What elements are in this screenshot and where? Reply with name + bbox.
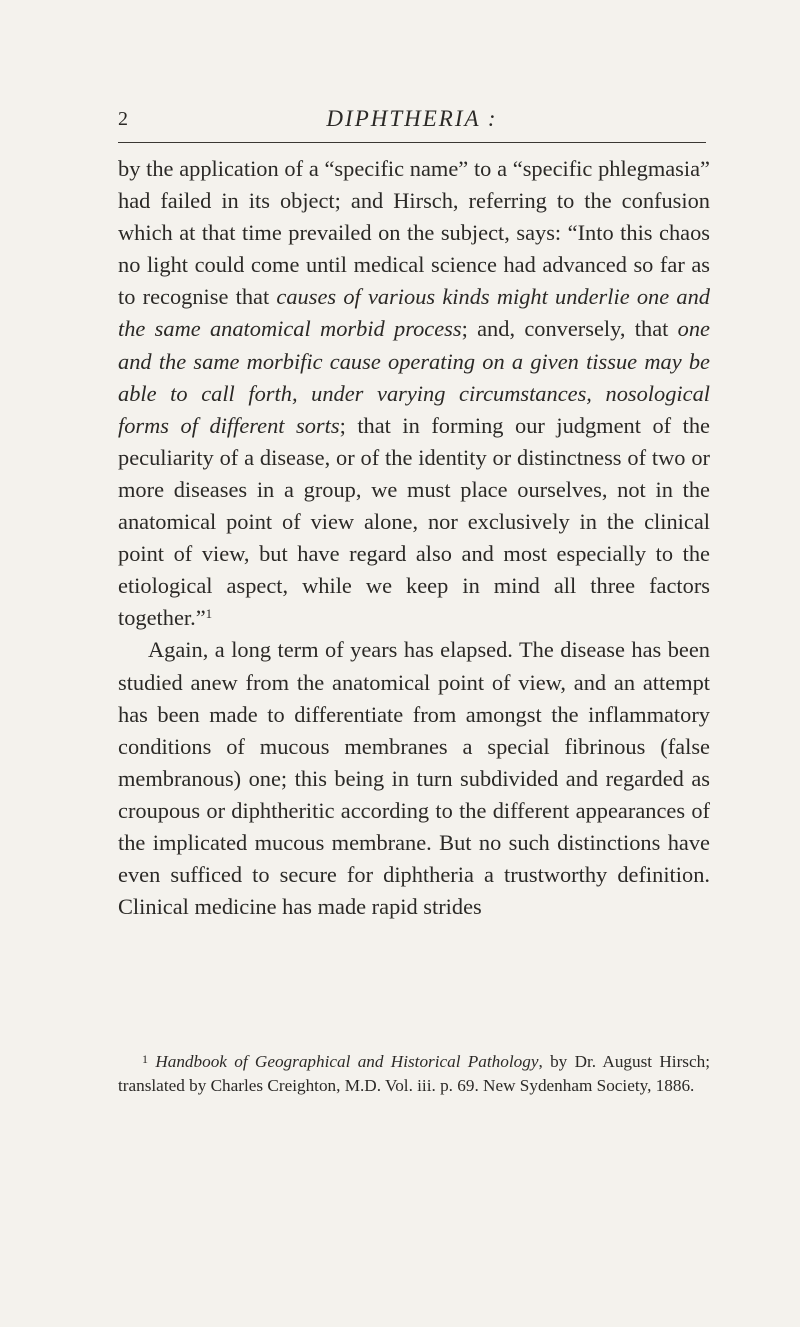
page-number: 2 <box>118 108 128 130</box>
running-head: DIPHTHERIA : <box>326 106 498 131</box>
footnote-reference: 1 <box>205 606 213 622</box>
italic-quote: causes of various kinds might underlie one and the same anatomical morbid process <box>118 284 710 342</box>
footnote-text <box>118 1050 710 1098</box>
footnote-marker: 1 <box>142 1052 148 1066</box>
body-text <box>118 153 710 923</box>
footnote-citation: , by Dr. August Hirsch; translated by Charles Creighton, M.D. Vol. iii. p. 69. New Sydenham Society, 1886. <box>118 1052 710 1095</box>
text-span: by the application of a “specific name” to a “specific phlegmasia” had failed in its object; and Hirsch, referring to the confusion which at that time prevailed on the subject, says: “Into this chaos no light could come until medical science had advanced so far as to recognise that <box>118 156 710 310</box>
footnote <box>118 1050 710 1098</box>
paragraph: Again, a long term of years has elapsed. The disease has been studied anew from the anatomical point of view, and an attempt has been made to differentiate from amongst the inflammatory conditions of mucous membranes a special fibrinous (false membranous) one; this being in turn subdivided and regarded as croupous or diphtheritic according to the different appearances of the implicated mucous membrane. But no such distinctions have even sufficed to secure for diphtheria a trustworthy definition. Clinical medicine has made rapid strides <box>118 637 710 920</box>
page-header <box>118 92 706 132</box>
footnote-title: Handbook of Geographical and Historical Pathology <box>155 1052 539 1071</box>
text-span: ; that in forming our judgment of the peculiarity of a disease, or of the identity or distinctness of two or more diseases in a group, we must place ourselves, not in the anatomical point of view alone, nor exclusively in the clinical point of view, but have regard also and most especially to the etiological aspect, while we keep in mind all three factors together.” <box>118 412 710 631</box>
italic-quote: one and the same morbific cause operating on a given tissue may be able to call forth, under varying circumstances, nosological forms of different sorts <box>118 316 710 438</box>
header-rule <box>118 142 706 143</box>
text-span: ; and, conversely, that <box>461 316 678 342</box>
paragraph <box>118 153 710 634</box>
